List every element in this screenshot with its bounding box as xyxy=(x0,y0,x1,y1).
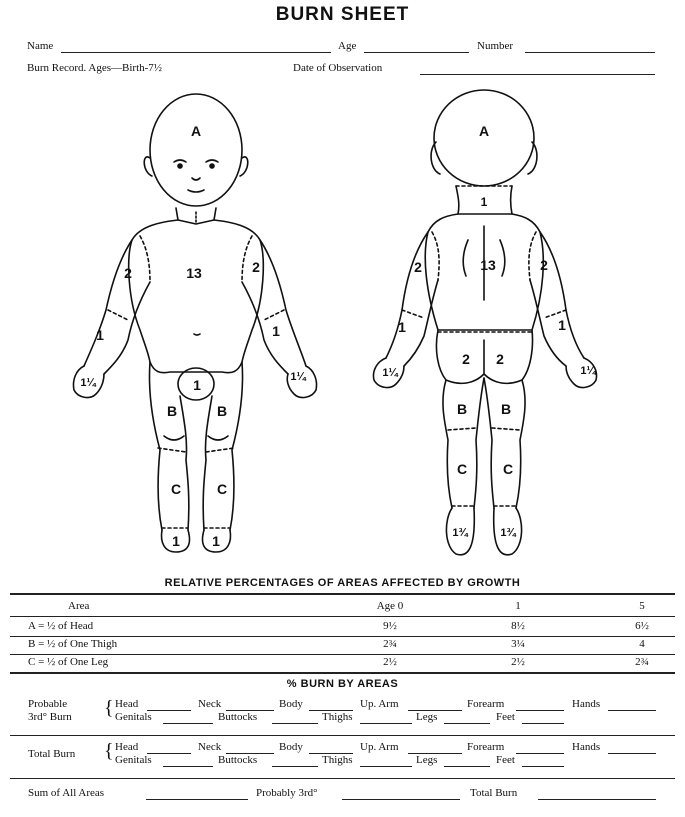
page-title: BURN SHEET xyxy=(275,4,410,25)
total-burn-sum-field[interactable] xyxy=(538,799,656,800)
divider xyxy=(10,616,675,617)
front-label-foot-left: 1 xyxy=(172,533,180,549)
divider xyxy=(10,778,675,779)
back-label-head: A xyxy=(478,123,490,139)
burn-areas-title: % BURN BY AREAS xyxy=(286,678,399,690)
growth-row-c-age1: 2½ xyxy=(511,656,525,668)
front-label-leg-left: C xyxy=(170,481,182,497)
total-genitals-field[interactable] xyxy=(163,766,213,767)
probable-brace: { xyxy=(104,697,114,719)
growth-row-c-label: C = ½ of One Leg xyxy=(28,656,109,668)
probable-thighs-field[interactable] xyxy=(360,723,412,724)
growth-header-area: Area xyxy=(68,600,90,612)
growth-header-age1: 1 xyxy=(515,600,521,612)
growth-row-a-age5: 6½ xyxy=(635,620,649,632)
total-burn-sum-label: Total Burn xyxy=(470,787,518,799)
age-label: Age xyxy=(338,40,357,52)
number-field[interactable] xyxy=(525,52,655,53)
back-label-forearm-left: 1 xyxy=(398,319,406,335)
growth-row-b-label: B = ½ of One Thigh xyxy=(28,638,118,650)
divider xyxy=(10,735,675,736)
divider xyxy=(10,636,675,637)
growth-row-c-age0: 2½ xyxy=(383,656,397,668)
front-label-head: A xyxy=(190,123,202,139)
total-legs-field[interactable] xyxy=(444,766,490,767)
back-label-hand-right: 1¼ xyxy=(580,365,596,377)
total-thighs-label: Thighs xyxy=(322,754,353,766)
growth-row-a-age1: 8½ xyxy=(511,620,525,632)
growth-header-age0: Age 0 xyxy=(376,600,404,612)
name-field[interactable] xyxy=(61,52,331,53)
burn-record-label: Burn Record. Ages—Birth-7½ xyxy=(27,62,163,74)
total-burn-label: Total Burn xyxy=(28,748,76,760)
total-thighs-field[interactable] xyxy=(360,766,412,767)
growth-row-b-age1: 3¼ xyxy=(511,638,525,650)
total-hands-field[interactable] xyxy=(608,753,656,754)
sum-all-areas-label: Sum of All Areas xyxy=(28,787,105,799)
front-label-foot-right: 1 xyxy=(212,533,220,549)
probable-uparm-label: Up. Arm xyxy=(360,698,399,710)
probable-buttocks-field[interactable] xyxy=(272,723,318,724)
probably-3rd-field[interactable] xyxy=(342,799,460,800)
total-forearm-field[interactable] xyxy=(516,753,564,754)
back-label-buttock-left: 2 xyxy=(462,351,470,367)
growth-row-a-label: A = ½ of Head xyxy=(28,620,94,632)
front-label-upper-arm-left: 2 xyxy=(124,265,132,281)
total-hands-label: Hands xyxy=(572,741,601,753)
total-genitals-label: Genitals xyxy=(115,754,152,766)
growth-row-b-age5: 4 xyxy=(639,638,645,650)
probable-forearm-field[interactable] xyxy=(516,710,564,711)
front-label-thigh-left: B xyxy=(166,403,178,419)
number-label: Number xyxy=(477,40,514,52)
front-label-hand-left: 1¼ xyxy=(80,377,96,389)
probable-head-label: Head xyxy=(115,698,139,710)
front-figure xyxy=(73,94,316,552)
divider xyxy=(10,654,675,655)
back-label-neck: 1 xyxy=(480,195,488,209)
probable-feet-field[interactable] xyxy=(522,723,564,724)
front-label-genitals: 1 xyxy=(193,377,201,393)
front-head-outline xyxy=(150,94,242,206)
body-diagram xyxy=(0,80,685,560)
front-label-upper-arm-right: 2 xyxy=(252,259,260,275)
probable-body-label: Body xyxy=(279,698,303,710)
back-label-leg-left: C xyxy=(456,461,468,477)
probable-genitals-field[interactable] xyxy=(163,723,213,724)
front-label-thigh-right: B xyxy=(216,403,228,419)
total-body-label: Body xyxy=(279,741,303,753)
sum-all-areas-field[interactable] xyxy=(146,799,248,800)
front-label-hand-right: 1¼ xyxy=(290,371,306,383)
probable-forearm-label: Forearm xyxy=(467,698,505,710)
name-label: Name xyxy=(27,40,54,52)
probable-label-2: 3rd° Burn xyxy=(28,711,72,723)
back-label-thigh-left: B xyxy=(456,401,468,417)
probable-buttocks-label: Buttocks xyxy=(218,711,258,723)
growth-row-b-age0: 2¾ xyxy=(383,638,397,650)
total-head-field[interactable] xyxy=(147,753,191,754)
growth-row-a-age0: 9½ xyxy=(383,620,397,632)
probable-genitals-label: Genitals xyxy=(115,711,152,723)
front-label-trunk: 13 xyxy=(186,265,202,281)
probable-feet-label: Feet xyxy=(496,711,515,723)
probable-hands-field[interactable] xyxy=(608,710,656,711)
date-of-observation-label: Date of Observation xyxy=(293,62,383,74)
probably-3rd-label: Probably 3rd° xyxy=(256,787,318,799)
probable-neck-label: Neck xyxy=(198,698,222,710)
growth-table-title: RELATIVE PERCENTAGES OF AREAS AFFECTED BY GROWTH xyxy=(164,577,521,589)
probable-head-field[interactable] xyxy=(147,710,191,711)
probable-legs-label: Legs xyxy=(416,711,438,723)
total-legs-label: Legs xyxy=(416,754,438,766)
total-head-label: Head xyxy=(115,741,139,753)
probable-hands-label: Hands xyxy=(572,698,601,710)
back-label-leg-right: C xyxy=(502,461,514,477)
total-feet-field[interactable] xyxy=(522,766,564,767)
probable-label-1: Probable xyxy=(28,698,68,710)
probable-thighs-label: Thighs xyxy=(322,711,353,723)
growth-header-age5: 5 xyxy=(639,600,645,612)
growth-row-c-age5: 2¾ xyxy=(635,656,649,668)
divider xyxy=(10,593,675,595)
total-buttocks-label: Buttocks xyxy=(218,754,258,766)
total-feet-label: Feet xyxy=(496,754,515,766)
divider xyxy=(10,672,675,674)
age-field[interactable] xyxy=(364,52,469,53)
date-of-observation-field[interactable] xyxy=(420,74,655,75)
total-buttocks-field[interactable] xyxy=(272,766,318,767)
back-label-hand-left: 1¼ xyxy=(382,367,398,379)
total-uparm-label: Up. Arm xyxy=(360,741,399,753)
back-label-foot-left: 1¾ xyxy=(452,527,468,539)
back-label-forearm-right: 1 xyxy=(558,317,566,333)
back-label-trunk: 13 xyxy=(480,257,496,273)
front-label-forearm-right: 1 xyxy=(272,323,280,339)
back-label-buttock-right: 2 xyxy=(496,351,504,367)
back-label-thigh-right: B xyxy=(500,401,512,417)
back-label-upper-arm-right: 2 xyxy=(540,257,548,273)
total-forearm-label: Forearm xyxy=(467,741,505,753)
total-brace: { xyxy=(104,740,114,762)
front-label-leg-right: C xyxy=(216,481,228,497)
front-label-forearm-left: 1 xyxy=(96,327,104,343)
back-label-upper-arm-left: 2 xyxy=(414,259,422,275)
total-neck-label: Neck xyxy=(198,741,222,753)
back-label-foot-right: 1¾ xyxy=(500,527,516,539)
probable-legs-field[interactable] xyxy=(444,723,490,724)
